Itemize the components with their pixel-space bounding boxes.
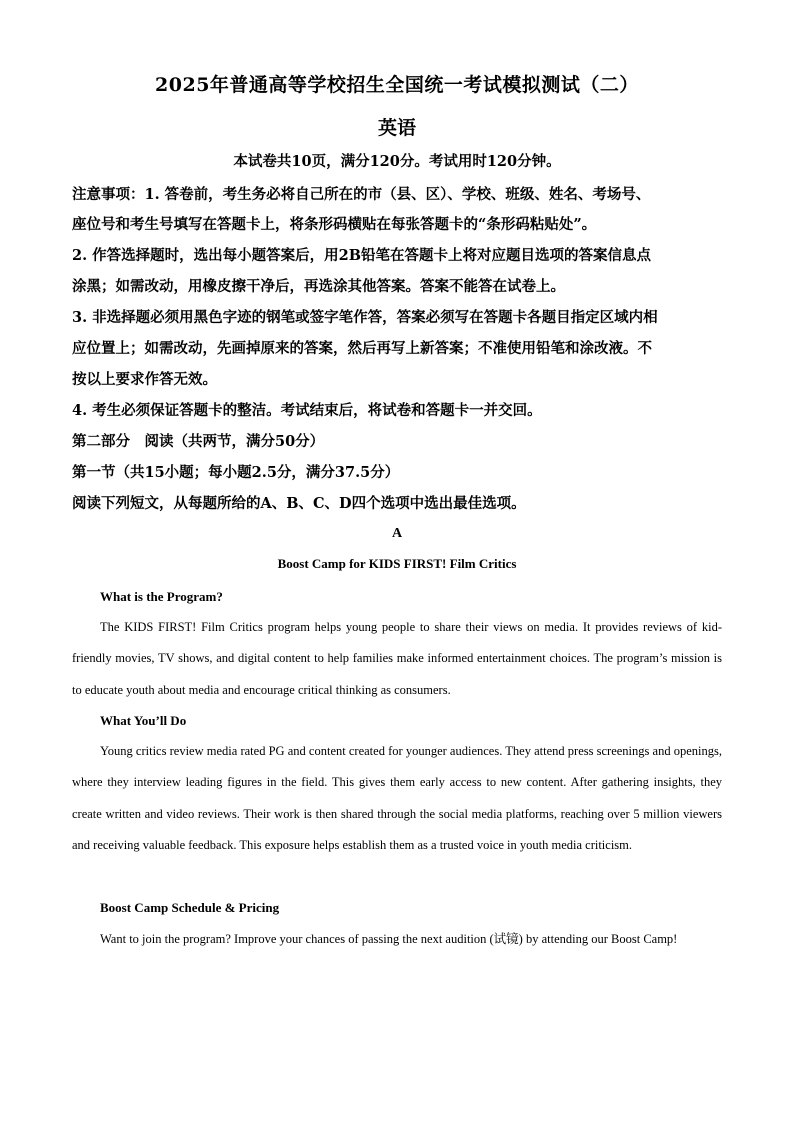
- passage-paragraph: Young critics review media rated PG and content created for younger audiences. They attend press screenings and openings, where they interview leading figures in the field. This gives them early access to new content. After gathering insights, they create written and video reviews. Their work is then shared through the social media platforms, reaching over 5 million viewers and receiving valuable feedback. This exposure helps establish them as a trusted voice in youth media criticism.: [72, 744, 722, 852]
- passage-paragraph: The KIDS FIRST! Film Critics program helps young people to share their views on media. It provides reviews of kid-friendly movies, TV shows, and digital content to help families make informed entertainment choices. The program’s mission is to educate youth about media and encourage critical thinking as consumers.: [72, 620, 722, 697]
- passage-paragraph: Want to join the program? Improve your chances of passing the next audition (试镜) by attending our Boost Camp!: [100, 932, 678, 946]
- notes-line: 按以上要求作答无效。: [72, 371, 217, 388]
- notes-line: 注意事项：1. 答卷前，考生务必将自己所在的市（县、区）、学校、班级、姓名、考场号、: [72, 186, 651, 203]
- exam-info: 本试卷共10页，满分120分。考试用时120分钟。: [233, 153, 561, 170]
- reading-instruction: 阅读下列短文，从每题所给的A、B、C、D四个选项中选出最佳选项。: [72, 495, 526, 512]
- notes-line: 座位号和考生号填写在答题卡上，将条形码横贴在每张答题卡的“条形码粘贴处”。: [72, 216, 597, 233]
- passage-label: A: [391, 526, 403, 541]
- notes-line: 3. 非选择题必须用黑色字迹的钢笔或签字笔作答，答案必须写在答题卡各题目指定区域内相: [72, 309, 658, 326]
- section-heading: Boost Camp Schedule & Pricing: [100, 900, 280, 915]
- notes-line: 应位置上；如需改动，先画掉原来的答案，然后再写上新答案；不准使用铅笔和涂改液。不: [72, 340, 652, 357]
- subject-title: 英语: [377, 117, 416, 139]
- notes-line: 4. 考生必须保证答题卡的整洁。考试结束后，将试卷和答题卡一并交回。: [72, 402, 542, 419]
- section-heading: What You’ll Do: [100, 713, 187, 728]
- section-title: 第一节（共15小题；每小题2.5分，满分37.5分）: [72, 464, 400, 481]
- section-heading: What is the Program?: [100, 589, 223, 604]
- exam-title: 2025年普通高等学校招生全国统一考试模拟测试（二）: [155, 74, 639, 96]
- passage-title: Boost Camp for KIDS FIRST! Film Critics: [277, 556, 517, 571]
- part-title: 第二部分 阅读（共两节，满分50分）: [72, 433, 325, 450]
- notes-line: 涂黑；如需改动，用橡皮擦干净后，再选涂其他答案。答案不能答在试卷上。: [72, 278, 565, 295]
- notes-line: 2. 作答选择题时，选出每小题答案后，用2B铅笔在答题卡上将对应题目选项的答案信息点: [72, 247, 652, 264]
